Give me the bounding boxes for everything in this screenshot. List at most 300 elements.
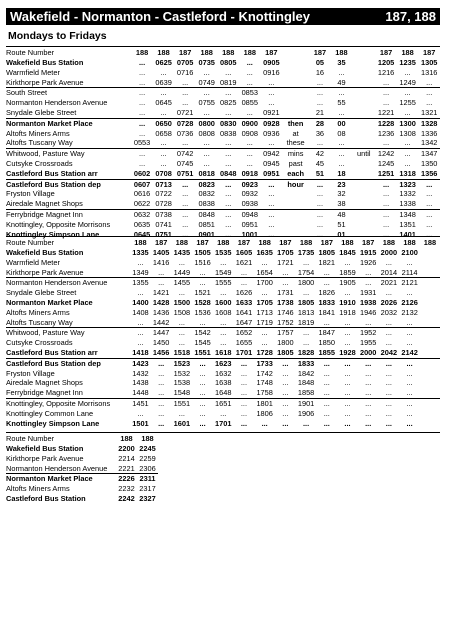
departure-time: 51 <box>315 168 325 178</box>
route-number-cell: 188 <box>243 48 256 57</box>
departure-time: ... <box>217 179 239 189</box>
departure-time: 0742 <box>174 149 196 159</box>
departure-time: ... <box>379 328 400 338</box>
departure-time: ... <box>365 408 372 418</box>
departure-time: ... <box>234 358 255 368</box>
departure-time: 2317 <box>139 484 156 494</box>
departure-time: 0951 <box>263 168 280 178</box>
route-number-cell: 188 <box>341 238 354 247</box>
departure-time: ... <box>254 328 275 338</box>
departure-time <box>352 169 375 179</box>
departure-time: 1621 <box>235 257 253 267</box>
departure-time: ... <box>397 149 419 159</box>
departure-time: ... <box>174 209 196 219</box>
departure-time: ... <box>261 257 268 267</box>
departure-time: 2259 <box>139 453 156 463</box>
departure-time: ... <box>418 209 440 219</box>
departure-time: 2121 <box>399 278 420 288</box>
departure-time: 1848 <box>297 378 315 388</box>
departure-time: 1423 <box>130 358 151 368</box>
departure-time: ... <box>246 138 253 148</box>
stop-name: Altofts Tuscany Way <box>6 317 73 327</box>
timetable-row <box>6 378 440 388</box>
departure-time: 1523 <box>172 358 193 368</box>
departure-time: 1735 <box>297 248 315 257</box>
departure-time: ... <box>199 267 206 277</box>
departure-time <box>352 118 375 128</box>
departure-time: 1738 <box>277 297 294 307</box>
departure-time: ... <box>178 288 185 298</box>
departure-time: 2014 <box>380 267 398 277</box>
timetable-section-3 <box>6 433 158 504</box>
route-number-cell: 187 <box>265 48 278 57</box>
departure-time <box>282 199 309 209</box>
departure-time: ... <box>426 229 433 239</box>
timetable-row <box>6 199 440 209</box>
timetable-section-2 <box>6 237 440 428</box>
departure-time: ... <box>160 107 167 117</box>
departure-time: ... <box>406 378 413 388</box>
departure-time: ... <box>338 67 345 77</box>
departure-time <box>282 98 309 108</box>
departure-time: 1321 <box>420 107 438 117</box>
departure-time: 1205 <box>377 58 395 67</box>
departure-time: ... <box>199 418 206 428</box>
departure-time: ... <box>203 67 210 77</box>
departure-time: 0738 <box>153 209 175 219</box>
departure-time: 1438 <box>132 378 149 388</box>
departure-time: 08 <box>337 128 346 138</box>
departure-time: ... <box>282 378 289 388</box>
departure-time: ... <box>406 317 413 327</box>
timetable-row <box>6 318 440 328</box>
departure-time: ... <box>182 219 189 229</box>
departure-time: 1536 <box>194 307 211 317</box>
route-number-label: Route Number <box>6 238 55 247</box>
departure-time: 1448 <box>132 388 149 398</box>
departure-time: 1245 <box>377 158 395 168</box>
route-number-cell: 188 <box>200 48 213 57</box>
departure-time: 0819 <box>220 77 237 87</box>
departure-time: hour <box>282 179 309 189</box>
departure-time: 00 <box>331 118 353 128</box>
departure-time: 1400 <box>132 297 149 307</box>
departure-time: 2232 <box>118 484 135 494</box>
departure-time: ... <box>406 288 413 298</box>
departure-time: 1608 <box>215 307 232 317</box>
departure-time: 1551 <box>172 398 193 408</box>
departure-time <box>420 288 440 298</box>
departure-time: ... <box>246 58 253 67</box>
departure-time: ... <box>426 219 433 229</box>
departure-time: 1757 <box>275 328 296 338</box>
day-subtitle: Mondays to Fridays <box>8 30 107 42</box>
departure-time <box>352 58 375 68</box>
departure-time: ... <box>199 388 206 398</box>
departure-time: 1436 <box>152 307 170 317</box>
departure-time: 1501 <box>132 418 149 428</box>
departure-time: ... <box>296 328 317 338</box>
departure-time: ... <box>192 358 213 368</box>
departure-time: 32 <box>337 189 346 199</box>
departure-time: 2026 <box>380 297 398 307</box>
route-number-cell: 188 <box>157 48 170 57</box>
departure-time: ... <box>137 317 144 327</box>
timetable-row <box>6 189 440 199</box>
departure-time: ... <box>137 338 144 348</box>
departure-time: 1906 <box>297 408 315 418</box>
departure-time: 1600 <box>215 297 232 307</box>
departure-time <box>420 268 440 278</box>
departure-time: ... <box>220 257 227 267</box>
departure-time: 1833 <box>318 297 335 307</box>
departure-time: 1347 <box>418 149 440 159</box>
departure-time: ... <box>225 67 232 77</box>
departure-time: 1655 <box>235 338 253 348</box>
departure-time: 0622 <box>133 199 151 209</box>
departure-time: ... <box>418 88 440 98</box>
departure-time: 1910 <box>339 297 356 307</box>
departure-time: ... <box>240 418 248 428</box>
departure-time: 16 <box>315 67 325 77</box>
departure-time: ... <box>382 199 390 209</box>
departure-time: ... <box>338 107 345 117</box>
departure-time: ... <box>323 267 330 277</box>
departure-time: 1349 <box>132 267 149 277</box>
departure-time: ... <box>316 398 337 408</box>
departure-time: 0658 <box>155 128 172 138</box>
departure-time: ... <box>225 107 232 117</box>
departure-time: mins <box>282 149 309 159</box>
departure-time: ... <box>160 158 167 168</box>
departure-time: ... <box>426 77 433 87</box>
departure-time: 1641 <box>235 307 253 317</box>
departure-time: ... <box>151 398 172 408</box>
departure-time: 1328 <box>418 118 440 128</box>
departure-time: 1855 <box>318 347 335 357</box>
departure-time <box>352 209 375 219</box>
timetable-row <box>6 108 440 118</box>
title-bar <box>6 8 440 25</box>
departure-time: ... <box>268 219 275 229</box>
timetable-row <box>6 328 440 338</box>
route-number-cell: 188 <box>134 238 147 247</box>
departure-time: 1746 <box>277 307 294 317</box>
departure-time: 2226 <box>116 474 137 484</box>
departure-time: 1551 <box>194 347 211 357</box>
departure-time <box>352 68 375 78</box>
departure-time: 0800 <box>196 118 218 128</box>
departure-time: 1308 <box>399 128 416 138</box>
departure-time: 0853 <box>239 88 261 98</box>
departure-time: ... <box>225 158 232 168</box>
departure-time: ... <box>138 158 146 168</box>
departure-time: ... <box>406 368 413 378</box>
stop-name: Knottingley, Opposite Morrisons <box>6 398 130 408</box>
route-number-cell: 187 <box>237 238 251 247</box>
departure-time: ... <box>323 388 330 398</box>
stop-name: Normanton Market Place <box>6 474 116 484</box>
stop-name: Fryston Village <box>6 189 55 199</box>
departure-time: ... <box>246 158 253 168</box>
stop-name: Castleford Bus Station <box>6 493 86 503</box>
departure-time: 1719 <box>256 317 273 327</box>
departure-time: 1508 <box>173 307 191 317</box>
departure-time: 0855 <box>241 98 259 108</box>
departure-time: ... <box>323 317 330 327</box>
route-number-cell: 187 <box>279 238 292 247</box>
departure-time: 1416 <box>152 257 170 267</box>
departure-time: ... <box>199 317 206 327</box>
departure-time: 38 <box>337 199 346 209</box>
departure-time: ... <box>385 368 392 378</box>
departure-time: at <box>292 128 299 138</box>
timetable-row <box>6 179 440 189</box>
departure-time: ... <box>282 388 289 398</box>
departure-time <box>420 338 440 348</box>
departure-time: ... <box>234 398 255 408</box>
departure-time: 1826 <box>318 288 335 298</box>
departure-time: ... <box>365 418 372 428</box>
departure-time: 1221 <box>377 107 395 117</box>
departure-time: 0908 <box>241 128 259 138</box>
departure-time: ... <box>182 199 189 209</box>
departure-time: 0916 <box>263 67 280 77</box>
departure-time: 1548 <box>173 388 191 398</box>
departure-time: ... <box>220 317 227 327</box>
departure-time: 48 <box>331 209 353 219</box>
departure-time: ... <box>344 338 351 348</box>
departure-time: 1335 <box>132 248 149 257</box>
departure-time: 1901 <box>296 398 317 408</box>
stop-name: Fryston Village <box>6 368 55 378</box>
departure-time: 1235 <box>399 58 416 67</box>
departure-time: 1828 <box>297 347 315 357</box>
departure-time: 0851 <box>198 219 215 229</box>
departure-time: ... <box>160 67 167 77</box>
timetable-section-1 <box>6 47 440 239</box>
route-number-cell: 187 <box>178 48 192 57</box>
departure-time <box>352 108 375 118</box>
departure-time: 0905 <box>263 58 280 67</box>
route-number-cell: 188 <box>403 238 416 247</box>
departure-time: ... <box>282 408 289 418</box>
stop-name: Snydale Glebe Street <box>6 107 77 117</box>
route-number-cell: 188 <box>135 48 149 57</box>
departure-time <box>282 68 309 78</box>
departure-time: 1623 <box>213 358 234 368</box>
departure-time: ... <box>358 398 379 408</box>
departure-time: ... <box>174 179 196 189</box>
departure-time: 0848 <box>196 209 218 219</box>
timetable-row <box>6 98 440 108</box>
departure-time: ... <box>316 77 324 87</box>
departure-time: 0705 <box>176 58 194 67</box>
departure-time: 1316 <box>420 67 438 77</box>
departure-time: ... <box>268 98 275 108</box>
departure-time: ... <box>406 418 413 428</box>
stop-name: Cutsyke Crossroads <box>6 158 73 168</box>
departure-time: ... <box>282 267 289 277</box>
departure-time: 1255 <box>399 98 416 108</box>
departure-time <box>352 179 375 189</box>
departure-time: 0755 <box>198 98 215 108</box>
departure-time: ... <box>240 408 248 418</box>
departure-time: ... <box>337 328 358 338</box>
departure-time: ... <box>358 358 379 368</box>
stop-name: Castleford Bus Station arr <box>6 347 98 357</box>
departure-time: ... <box>261 209 283 219</box>
departure-time: 1228 <box>375 118 397 128</box>
timetable-row <box>6 169 440 179</box>
departure-time: 2126 <box>401 297 418 307</box>
departure-time: 0838 <box>220 128 237 138</box>
departure-time: 45 <box>315 158 325 168</box>
departure-time <box>420 258 440 268</box>
departure-time: ... <box>375 88 397 98</box>
stop-name: South Street <box>6 88 131 98</box>
departure-time: 0713 <box>153 179 175 189</box>
departure-time <box>352 88 375 98</box>
departure-time: 0900 <box>239 118 261 128</box>
departure-time: ... <box>246 67 253 77</box>
departure-time: ... <box>137 408 144 418</box>
departure-time: 1555 <box>213 278 234 288</box>
departure-time: ... <box>225 199 232 209</box>
departure-time <box>282 189 309 199</box>
route-title: Wakefield - Normanton - Castleford - Knottingley <box>10 9 310 24</box>
departure-time: ... <box>261 338 268 348</box>
departure-time: 0639 <box>155 77 172 87</box>
departure-time: 2000 <box>359 347 377 357</box>
departure-time: ... <box>196 149 218 159</box>
departure-time: 1505 <box>194 248 211 257</box>
departure-time: ... <box>182 189 189 199</box>
departure-time: ... <box>137 257 144 267</box>
departure-time: 0928 <box>261 118 283 128</box>
stop-name: Whitwood, Pasture Way <box>6 149 131 159</box>
departure-time: 1713 <box>256 307 273 317</box>
departure-time: ... <box>365 317 372 327</box>
departure-time: 42 <box>309 149 331 159</box>
departure-time: 36 <box>315 128 325 138</box>
departure-time: 1535 <box>215 248 232 257</box>
departure-time: 0818 <box>198 168 215 178</box>
departure-time <box>420 358 440 368</box>
departure-time: 0741 <box>155 219 172 229</box>
departure-time: 0602 <box>133 168 151 178</box>
departure-time: 0728 <box>155 199 172 209</box>
departure-time <box>352 189 375 199</box>
departure-time: ... <box>399 398 420 408</box>
timetable-row <box>6 278 440 288</box>
departure-time: 0923 <box>239 179 261 189</box>
departure-time: 1701 <box>235 347 253 357</box>
departure-time: 0607 <box>131 179 153 189</box>
departure-time: 0838 <box>198 199 215 209</box>
route-number-row <box>6 237 440 248</box>
departure-time: ... <box>404 138 411 148</box>
timetable-row <box>6 369 440 379</box>
route-number-cell: 187 <box>423 48 436 57</box>
departure-time: 2311 <box>137 474 158 484</box>
departure-time: 1926 <box>359 257 377 267</box>
departure-time: ... <box>239 149 261 159</box>
timetable-row <box>6 220 440 230</box>
route-number-cell: 188 <box>258 238 271 247</box>
departure-time <box>420 278 440 288</box>
departure-time: ... <box>199 378 206 388</box>
departure-time: ... <box>316 358 337 368</box>
departure-time: ... <box>246 107 253 117</box>
departure-time: 2000 <box>380 248 398 257</box>
departure-time: 2327 <box>139 493 156 503</box>
departure-time: ... <box>261 88 283 98</box>
departure-time: 1356 <box>420 168 438 178</box>
stop-name: Airedale Magnet Shops <box>6 199 83 209</box>
departure-time: 1632 <box>215 368 232 378</box>
departure-time: ... <box>158 267 165 277</box>
departure-time: 1348 <box>397 209 419 219</box>
departure-time: ... <box>240 388 248 398</box>
departure-time: ... <box>365 388 372 398</box>
departure-time: 1549 <box>215 267 232 277</box>
departure-time: ... <box>275 278 296 288</box>
departure-time: 1336 <box>420 128 438 138</box>
departure-time: 1728 <box>256 347 273 357</box>
departure-time: 1618 <box>215 347 232 357</box>
departure-time: ... <box>382 77 390 87</box>
stop-name: Airedale Magnet Shops <box>6 378 83 388</box>
departure-time: 1806 <box>256 408 273 418</box>
departure-time: ... <box>406 388 413 398</box>
timetable-row <box>6 149 440 159</box>
departure-time: 0823 <box>196 179 218 189</box>
departure-time: ... <box>268 199 275 209</box>
departure-time: ... <box>178 257 185 267</box>
stop-name: Wakefield Bus Station <box>6 58 84 67</box>
stop-name: Ferrybridge Magnet Inn <box>6 209 131 219</box>
departure-time: 1601 <box>173 418 191 428</box>
stop-name: Normanton Market Place <box>6 118 131 128</box>
stop-name: Snydale Glebe Street <box>6 288 77 298</box>
departure-time: ... <box>316 189 324 199</box>
timetable-row <box>6 484 158 494</box>
departure-time: ... <box>131 88 153 98</box>
departure-time: ... <box>199 408 206 418</box>
departure-time: 1428 <box>152 297 170 307</box>
departure-time: ... <box>302 338 310 348</box>
departure-time: ... <box>338 158 345 168</box>
timetable-row <box>6 129 440 139</box>
departure-time: 1401 <box>399 229 416 239</box>
route-number-cell: 187 <box>154 238 168 247</box>
departure-time: these <box>286 138 305 148</box>
departure-time: 1955 <box>359 338 377 348</box>
departure-time: ... <box>196 88 218 98</box>
departure-time: 1635 <box>256 248 273 257</box>
departure-time: 0751 <box>176 168 194 178</box>
departure-time: 35 <box>337 58 346 67</box>
departure-time <box>282 58 309 68</box>
departure-time: 0616 <box>133 189 151 199</box>
departure-time: 18 <box>337 168 346 178</box>
departure-time <box>420 419 440 429</box>
departure-time: 1542 <box>192 328 213 338</box>
departure-time: 1748 <box>256 378 273 388</box>
departure-time: 1450 <box>152 338 170 348</box>
departure-time <box>282 220 309 230</box>
